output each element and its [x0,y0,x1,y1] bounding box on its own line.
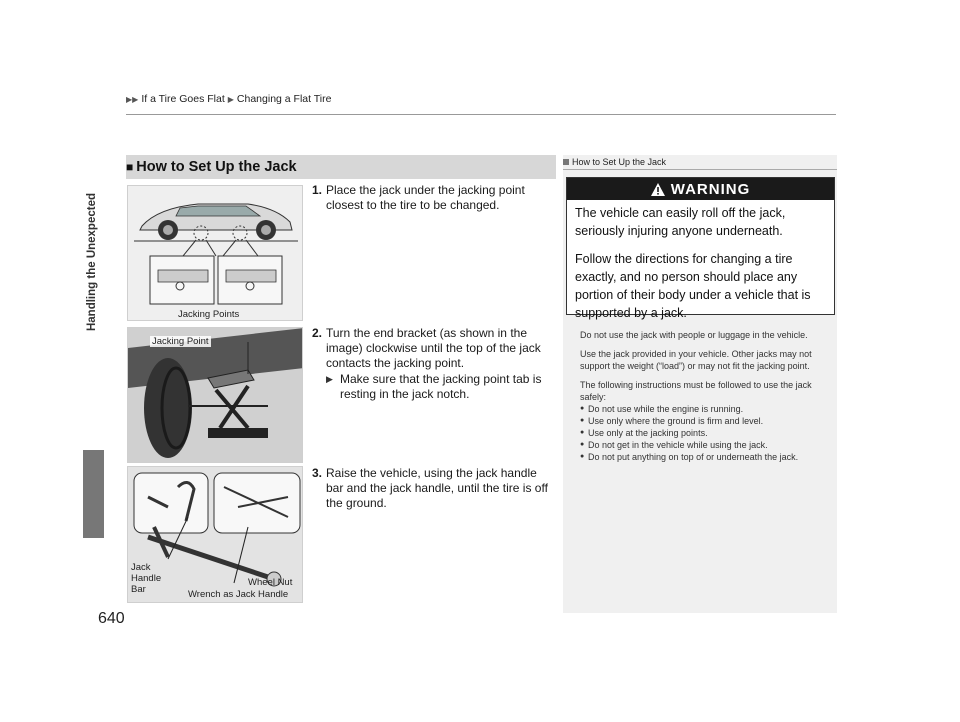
note-paragraph: Do not use the jack with people or luggage in the vehicle. [580,330,808,340]
step-number: 3. [312,466,323,480]
step-number: 2. [312,326,323,340]
figure-caption: Jacking Point [152,336,209,347]
figure-caption-wrench: Wrench as Jack Handle [188,589,289,600]
page-number: 640 [98,610,125,627]
warning-triangle-icon [651,183,665,196]
step-2 [312,326,556,402]
step-text: Turn the end bracket (as shown in the image) clockwise until the top of the jack contacts the jacking point. [326,326,541,370]
notes-text [580,329,828,463]
substep-text: Make sure that the jacking point tab is resting in the jack notch. [340,372,542,401]
note-bullet: ● Use only where the ground is firm and level. [580,415,828,427]
breadcrumb-arrow-icon: ▶▶ [126,94,139,104]
warning-label: WARNING [670,180,751,198]
note-bullet: ● Do not put anything on top of or underneath the jack. [580,451,828,463]
note-heading-text[interactable]: How to Set Up the Jack [572,157,667,167]
caption-line: Bar [131,584,146,595]
figure-jack-position [127,327,303,463]
step-3 [312,466,556,511]
section-header [126,155,556,179]
warning-paragraph: The vehicle can easily roll off the jack, seriously injuring anyone underneath. [575,206,786,238]
note-paragraph: The following instructions must be followed to use the jack safely: [580,380,812,402]
arrow-icon: ▶ [326,374,333,384]
figure-jacking-points [127,185,303,321]
breadcrumb-arrow-icon: ▶ [227,94,234,104]
car-jacking-points-illustration [128,186,303,321]
note-square-icon [563,159,569,165]
note-bullet: ● Do not get in the vehicle while using the jack. [580,439,828,451]
step-text: Place the jack under the jacking point closest to the tire to be changed. [326,183,525,212]
note-paragraph: Use the jack provided in your vehicle. Other jacks may not support the weight (“load”) or may not fit the jacking point. [580,349,812,371]
figure-caption: Jacking Points [178,309,240,320]
breadcrumb-item[interactable]: If a Tire Goes Flat [141,93,225,105]
step-text: Raise the vehicle, using the jack handle bar and the jack handle, until the tire is off the ground. [326,466,548,510]
side-chapter-label: Handling the Unexpected [86,192,98,332]
step-1 [312,183,556,213]
step-number: 1. [312,183,323,197]
warning-header [567,178,834,200]
note-rule [563,169,837,170]
breadcrumb [126,93,331,105]
note-bullet-list [580,403,828,463]
side-chapter-title [82,82,100,442]
warning-paragraph: Follow the directions for changing a tire exactly, and no person should place any portion of their body under a vehicle that is supported by a jack. [575,252,811,320]
step-substep [312,372,556,402]
section-title: How to Set Up the Jack [136,159,297,175]
figure-caption-wheel-nut: Wheel Nut [248,577,293,588]
square-bullet-icon: ■ [126,160,134,174]
warning-box [566,177,835,320]
figure-caption-jack-handle-bar [131,562,161,595]
jack-under-vehicle-illustration [128,328,303,463]
breadcrumb-item[interactable]: Changing a Flat Tire [236,93,332,105]
caption-line: Jack [131,562,151,573]
warning-text [567,200,834,336]
chapter-tab-marker [83,450,104,538]
header-rule [126,114,836,115]
note-bullet: ● Do not use while the engine is running. [580,403,828,415]
note-heading [563,157,666,167]
caption-line: Handle [131,573,162,584]
note-bullet: ● Use only at the jacking points. [580,427,828,439]
